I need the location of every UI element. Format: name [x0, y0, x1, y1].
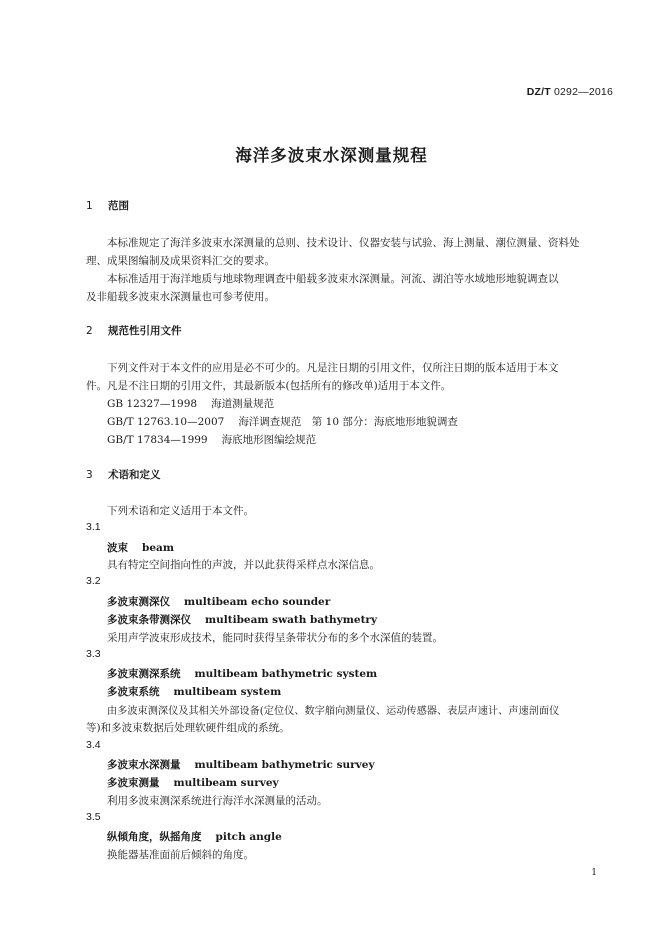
term-definition: 利用多波束测深系统进行海洋水深测量的活动。 — [107, 795, 328, 807]
document-title: 海洋多波束水深测量规程 — [235, 146, 428, 165]
reference-item — [107, 396, 274, 411]
term-name — [107, 540, 174, 555]
term-en: multibeam swath bathymetry — [205, 614, 378, 626]
term-name — [107, 829, 282, 844]
term-en: pitch angle — [215, 831, 282, 843]
scope-p1-line2: 理、成果图编制及成果资料汇交的要求。 — [86, 255, 275, 267]
reference-item — [107, 432, 316, 447]
refs-p1-line1: 下列文件对于本文件的应用是必不可少的。凡是注日期的引用文件，仅所注日期的版本适用于本文 — [107, 362, 559, 374]
clause-number: 3.3 — [86, 648, 101, 660]
section-title: 范围 — [108, 200, 129, 212]
section-number: 3 — [86, 469, 93, 481]
term-zh: 纵倾角度，纵摇角度 — [107, 831, 202, 843]
section-number: 1 — [86, 200, 93, 212]
term-zh: 多波束测深系统 — [107, 668, 181, 680]
section-number: 2 — [86, 325, 93, 337]
scope-p2-line2: 及非船载多波束水深测量也可参考使用。 — [86, 291, 275, 303]
section-title: 术语和定义 — [108, 469, 161, 481]
term-name — [107, 757, 375, 772]
term-name — [107, 684, 281, 699]
reference-code: GB 12327—1998 — [107, 398, 198, 410]
term-zh: 多波束系统 — [107, 686, 160, 698]
term-zh: 多波束水深测量 — [107, 759, 181, 771]
reference-title: 海洋调查规范 第 10 部分：海底地形地貌调查 — [238, 416, 458, 428]
term-name — [107, 612, 377, 627]
term-en: beam — [142, 542, 174, 554]
term-definition: 具有特定空间指向性的声波，并以此获得采样点水深信息。 — [107, 559, 380, 571]
term-name — [107, 594, 330, 609]
reference-title: 海道测量规范 — [211, 398, 275, 410]
term-definition: 采用声学波束形成技术，能同时获得呈条带状分布的多个水深值的装置。 — [107, 632, 443, 644]
clause-number: 3.2 — [86, 575, 101, 587]
reference-code: GB/T 12763.10—2007 — [107, 416, 225, 428]
reference-item — [107, 414, 458, 429]
term-en: multibeam system — [173, 686, 282, 698]
clause-number: 3.5 — [86, 811, 101, 823]
term-en: multibeam bathymetric system — [194, 668, 378, 680]
standard-code — [527, 86, 613, 98]
refs-p1-line2: 件。凡是不注日期的引用文件，其最新版本(包括所有的修改单)适用于本文件。 — [86, 380, 452, 392]
standard-number: 0292—2016 — [553, 86, 613, 98]
scope-p2-line1: 本标准适用于海洋地质与地球物理调查中船载多波束水深测量。河流、湖泊等水域地形地貌调查以 — [107, 273, 559, 285]
terms-intro: 下列术语和定义适用于本文件。 — [107, 505, 254, 517]
page-number: 1 — [591, 868, 597, 878]
section-3-heading — [86, 467, 161, 482]
term-en: multibeam echo sounder — [184, 596, 331, 608]
scope-p1-line1: 本标准规定了海洋多波束水深测量的总则、技术设计、仪器安装与试验、海上测量、潮位测量、资料处 — [107, 237, 580, 249]
clause-number: 3.4 — [86, 739, 101, 751]
section-1-heading — [86, 198, 129, 213]
term-name — [107, 666, 377, 681]
term-en: multibeam bathymetric survey — [194, 759, 375, 771]
clause-number: 3.1 — [86, 521, 101, 533]
standard-prefix: DZ/T — [526, 86, 551, 98]
term-zh: 多波束测深仪 — [107, 596, 170, 608]
reference-code: GB/T 17834—1999 — [107, 434, 208, 446]
term-definition: 由多波束测深仪及其相关外部设备(定位仪、数字艏向测量仪、运动传感器、表层声速计、声速剖面仪 — [107, 706, 560, 717]
term-en: multibeam survey — [173, 777, 279, 789]
term-name — [107, 775, 279, 790]
term-definition: 换能器基准面前后倾斜的角度。 — [107, 849, 254, 861]
term-definition-cont: 等)和多波束数据后处理软硬件组成的系统。 — [86, 722, 290, 734]
reference-title: 海底地形图编绘规范 — [221, 434, 317, 446]
section-2-heading — [86, 323, 182, 338]
section-title: 规范性引用文件 — [108, 325, 182, 337]
term-zh: 多波束条带测深仪 — [107, 614, 191, 626]
term-zh: 多波束测量 — [107, 777, 160, 789]
term-zh: 波束 — [107, 542, 128, 554]
